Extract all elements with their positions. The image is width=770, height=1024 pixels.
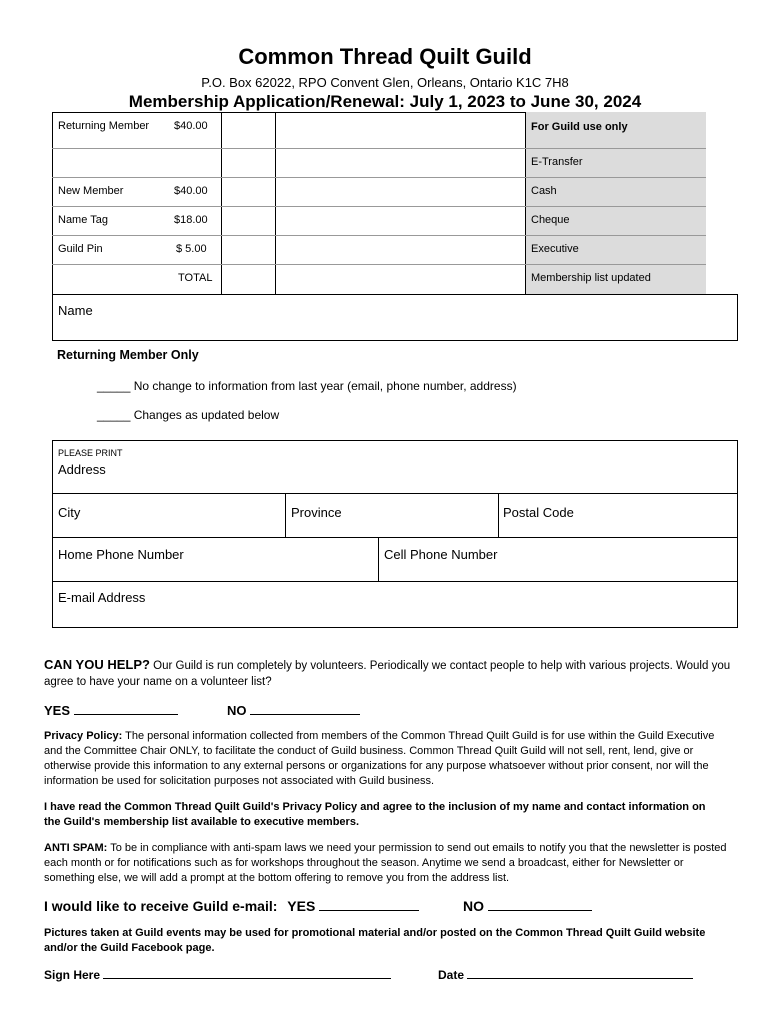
guild-use-cash: Cash <box>531 185 557 197</box>
volunteer-no-row <box>227 703 360 718</box>
fee-amount-nametag: $18.00 <box>174 214 208 226</box>
guild-use-panel <box>525 112 706 295</box>
please-print-note: PLEASE PRINT <box>58 448 123 458</box>
email-no-row <box>463 898 592 914</box>
antispam-text: To be in compliance with anti-spam laws we need your permission to send out emails to notify you that the newsletter is posted each month or for notifications such as for workshops throughout the season. Anytime we send a broadcast, either for Newsletter or something else, we will add a prompt at the bottom offering to remove you from the address list. <box>44 842 727 884</box>
guild-use-executive: Executive <box>531 243 579 255</box>
pictures-statement: Pictures taken at Guild events may be used for promotional material and/or posted on the Common Thread Quilt Guild website and/or the Guild Facebook page. <box>44 927 706 954</box>
contact-divider <box>285 493 286 537</box>
address-field[interactable]: Address <box>58 462 106 477</box>
table-divider <box>221 112 222 295</box>
fee-amount-returning: $40.00 <box>174 120 208 132</box>
guild-address: P.O. Box 62022, RPO Convent Glen, Orleans, Ontario K1C 7H8 <box>201 75 569 90</box>
qty-returning-input[interactable] <box>223 114 274 147</box>
help-text: Our Guild is run completely by volunteers. Periodically we contact people to help with various projects. Would you agree to have your name on a volunteer list? <box>44 660 731 688</box>
total-input[interactable] <box>223 266 274 294</box>
email-pref-row <box>44 898 419 914</box>
contact-rule <box>52 493 738 494</box>
guild-use-etransfer: E-Transfer <box>531 156 583 168</box>
volunteer-yes-line[interactable] <box>74 703 178 715</box>
form-title: Common Thread Quilt Guild <box>238 44 532 69</box>
help-lead: CAN YOU HELP? <box>44 657 150 672</box>
fee-label-new: New Member <box>58 185 124 197</box>
antispam-paragraph <box>44 841 734 886</box>
contact-rule <box>52 581 738 582</box>
province-field[interactable]: Province <box>291 505 342 520</box>
email-field[interactable]: E-mail Address <box>58 590 146 605</box>
home-phone-field[interactable]: Home Phone Number <box>58 547 184 562</box>
contact-frame <box>52 440 738 628</box>
table-rule <box>52 177 706 178</box>
name-field[interactable] <box>52 294 738 341</box>
date-row <box>438 967 693 982</box>
city-field[interactable]: City <box>58 505 81 520</box>
privacy-paragraph <box>44 729 734 789</box>
table-rule <box>52 264 706 265</box>
sign-label: Sign Here <box>44 968 101 982</box>
contact-divider <box>378 537 379 581</box>
volunteer-no-line[interactable] <box>250 703 360 715</box>
qty-pin-input[interactable] <box>223 237 274 263</box>
postal-code-field[interactable]: Postal Code <box>503 505 574 520</box>
date-label: Date <box>438 968 465 982</box>
guild-use-heading: For Guild use only <box>531 121 628 133</box>
privacy-lead: Privacy Policy: <box>44 730 123 742</box>
signature-line[interactable] <box>103 967 391 979</box>
date-line[interactable] <box>467 967 693 979</box>
name-label: Name <box>58 303 93 318</box>
fee-label-nametag: Name Tag <box>58 214 108 226</box>
qty-nametag-input[interactable] <box>223 208 274 234</box>
fee-label-returning: Returning Member <box>58 120 150 132</box>
guild-use-cheque: Cheque <box>531 214 570 226</box>
help-paragraph <box>44 657 734 690</box>
email-no-label: NO <box>463 898 484 914</box>
email-no-line[interactable] <box>488 899 592 911</box>
table-rule <box>52 206 706 207</box>
guild-use-list-updated: Membership list updated <box>531 272 651 284</box>
email-yes-label: YES <box>287 898 316 914</box>
fee-label-pin: Guild Pin <box>58 243 103 255</box>
contact-rule <box>52 537 738 538</box>
sign-row <box>44 967 391 982</box>
volunteer-yes-row <box>44 703 178 718</box>
antispam-lead: ANTI SPAM: <box>44 842 108 854</box>
table-divider <box>275 112 276 295</box>
fee-total-label: TOTAL <box>178 272 213 284</box>
cell-phone-field[interactable]: Cell Phone Number <box>384 547 498 562</box>
table-rule <box>52 235 706 236</box>
qty-new-input[interactable] <box>223 179 274 205</box>
table-rule <box>52 148 706 149</box>
volunteer-yes-label: YES <box>44 703 71 718</box>
returning-heading: Returning Member Only <box>57 348 199 362</box>
contact-divider <box>498 493 499 537</box>
email-pref-label: I would like to receive Guild e-mail: <box>44 898 278 914</box>
returning-option-no-change[interactable]: _____ No change to information from last year (email, phone number, address) <box>97 379 517 393</box>
form-subtitle: Membership Application/Renewal: July 1, 2023 to June 30, 2024 <box>128 92 642 111</box>
volunteer-no-label: NO <box>227 703 247 718</box>
email-yes-line[interactable] <box>319 899 419 911</box>
agree-statement: I have read the Common Thread Quilt Guild's Privacy Policy and agree to the inclusion of my name and contact information on the Guild's membership list available to executive members. <box>44 801 706 828</box>
fee-amount-new: $40.00 <box>174 185 208 197</box>
fee-amount-pin: $ 5.00 <box>176 243 207 255</box>
returning-option-changes[interactable]: _____ Changes as updated below <box>97 408 280 422</box>
privacy-text: The personal information collected from members of the Common Thread Quilt Guild is for use within the Guild Executive and the Committee Chair ONLY, to facilitate the conduct of Guild business. Common Thread Quilt Guild will not sell, rent, lend, give or otherwise provide this information to any external persons or organizations for any purpose whatsoever without prior consent, nor will the information be used for solicitation purposes not associated with Guild business. <box>44 730 715 787</box>
